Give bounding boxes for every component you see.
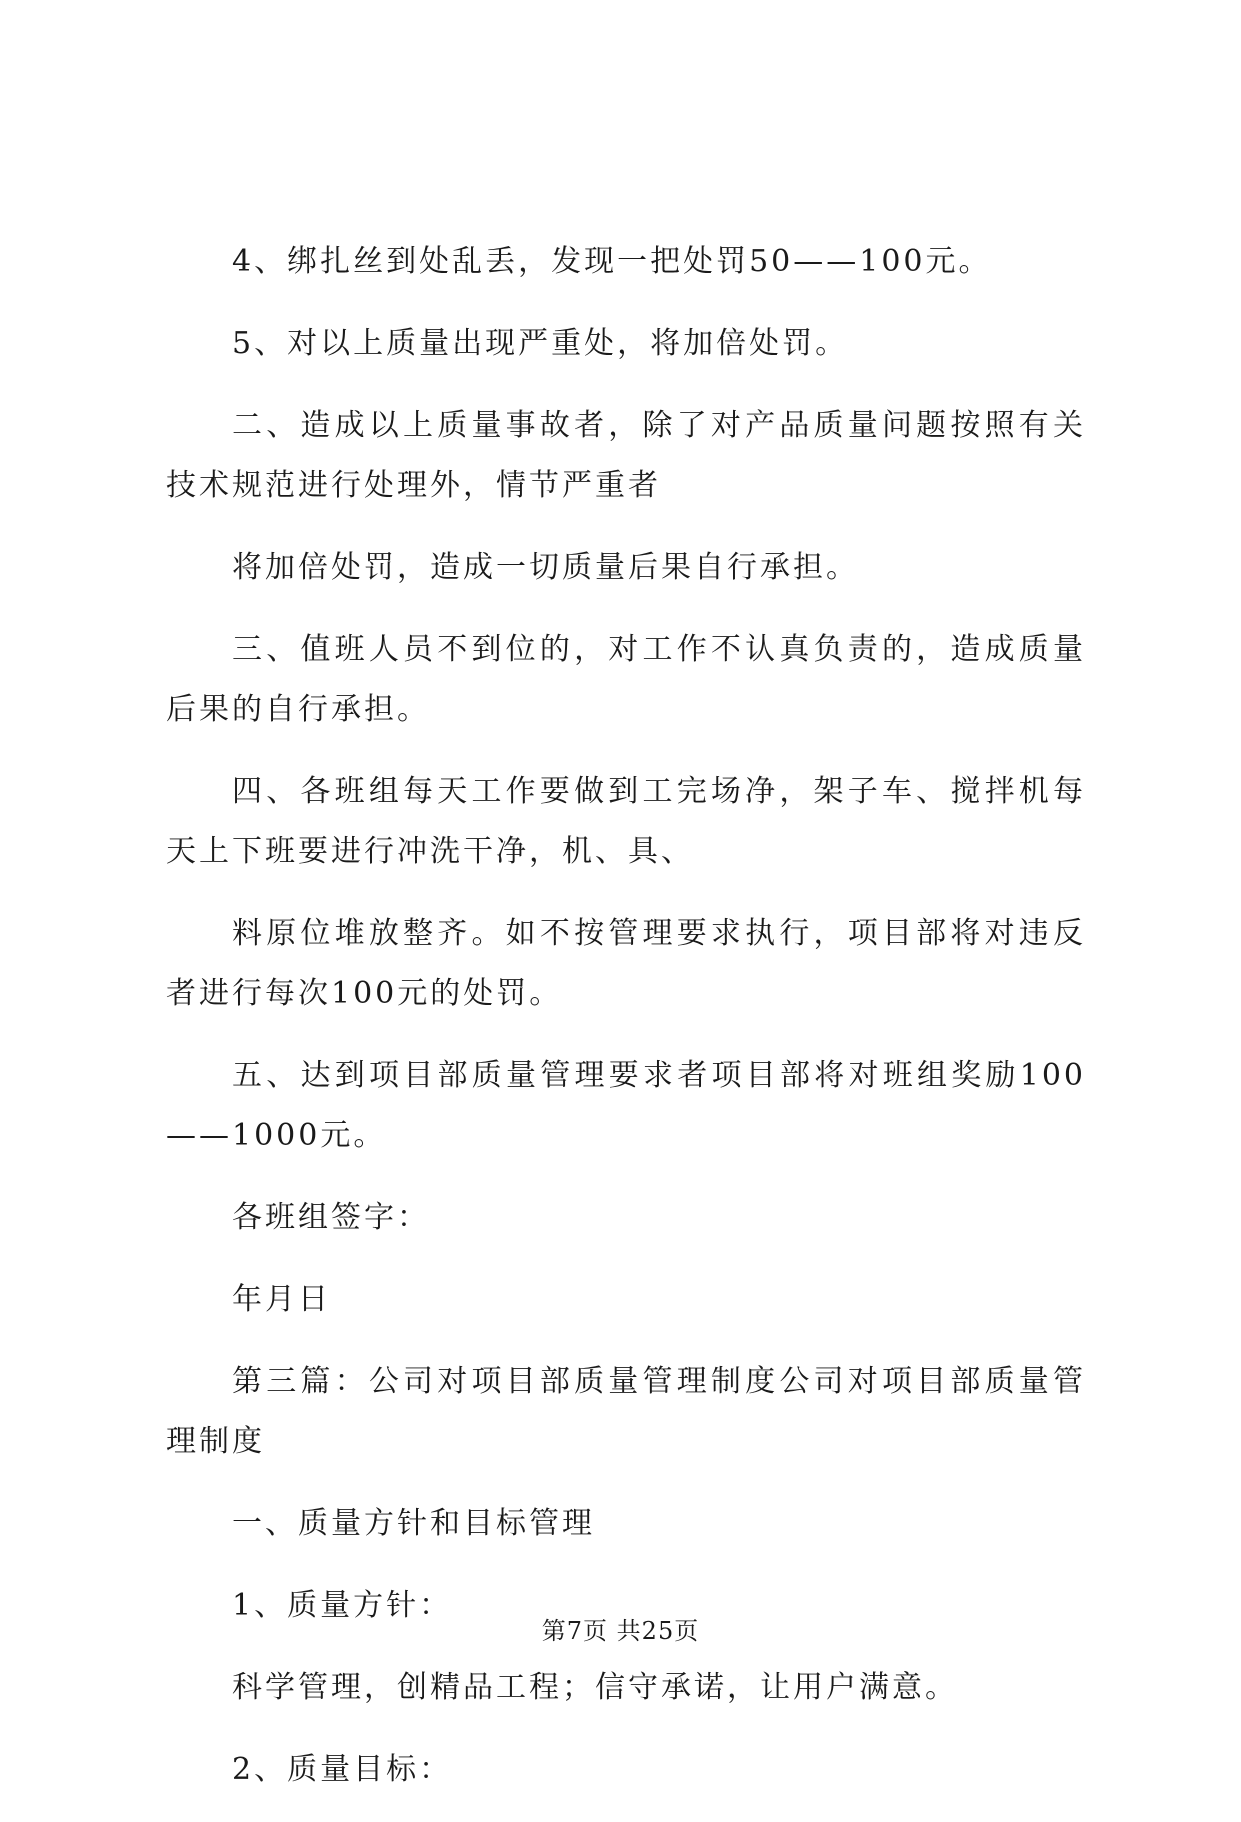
paragraph-section-3: 三、值班人员不到位的，对工作不认真负责的，造成质量后果的自行承担。 xyxy=(166,632,1086,727)
paragraph-section-5: 五、达到项目部质量管理要求者项目部将对班组奖励100——1000元。 xyxy=(166,1058,1086,1153)
paragraph-quality-policy-label: 1、质量方针： xyxy=(232,1588,453,1623)
paragraph-section-4: 四、各班组每天工作要做到工完场净，架子车、搅拌机每天上下班要进行冲洗干净，机、具、 xyxy=(166,774,1086,869)
paragraph-signature: 各班组签字： xyxy=(232,1200,430,1235)
paragraph-policy-heading: 一、质量方针和目标管理 xyxy=(232,1506,595,1541)
paragraph-rule-4: 4、绑扎丝到处乱丢，发现一把处罚50——100元。 xyxy=(232,244,992,279)
paragraph-section-2-continued: 将加倍处罚，造成一切质量后果自行承担。 xyxy=(232,550,859,585)
paragraph-quality-goal-label: 2、质量目标： xyxy=(232,1752,453,1787)
page-number-footer: 第7页 共25页 xyxy=(541,1617,700,1645)
paragraph-date: 年月日 xyxy=(232,1282,331,1317)
paragraph-section-2: 二、造成以上质量事故者，除了对产品质量问题按照有关技术规范进行处理外，情节严重者 xyxy=(166,408,1086,503)
paragraph-quality-policy-text: 科学管理，创精品工程；信守承诺，让用户满意。 xyxy=(232,1670,958,1705)
document-body xyxy=(166,232,1086,1822)
paragraph-section-4-continued: 料原位堆放整齐。如不按管理要求执行，项目部将对违反者进行每次100元的处罚。 xyxy=(166,916,1086,1011)
paragraph-chapter-3-heading: 第三篇：公司对项目部质量管理制度公司对项目部质量管理制度 xyxy=(166,1364,1086,1459)
paragraph-rule-5: 5、对以上质量出现严重处，将加倍处罚。 xyxy=(232,326,849,361)
